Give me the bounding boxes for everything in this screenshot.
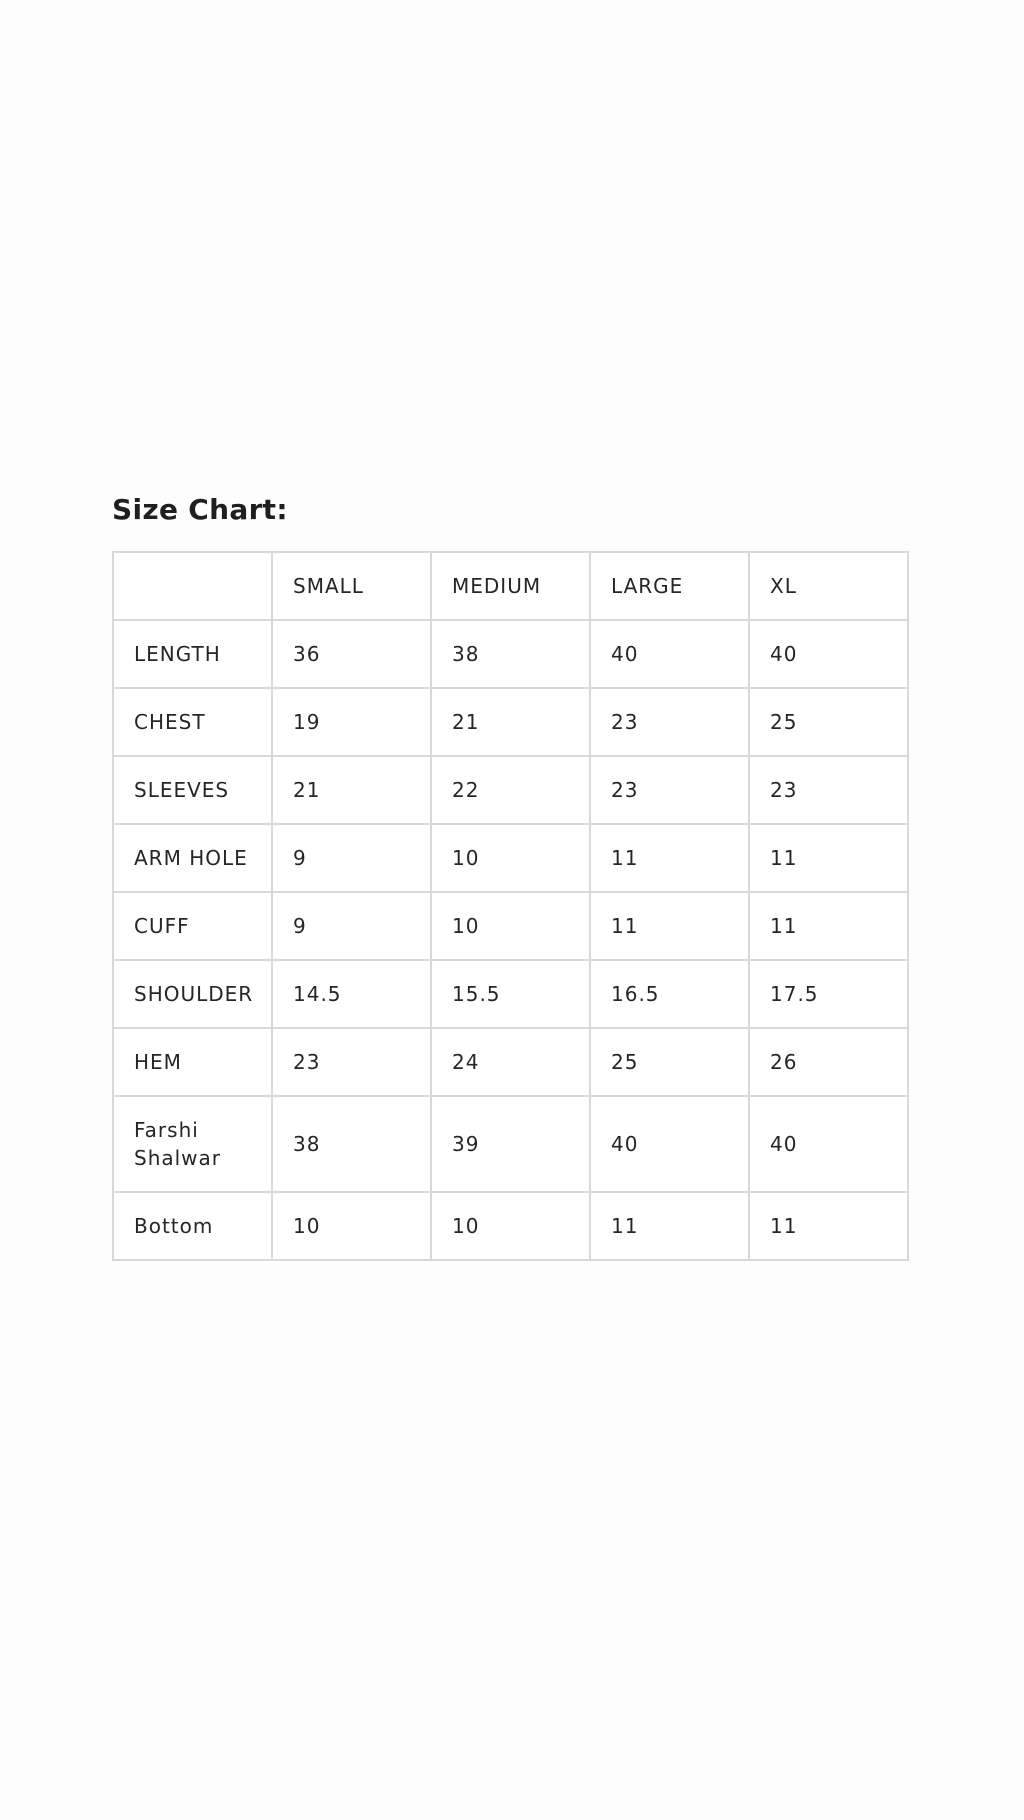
table-cell: 10 [431,824,590,892]
table-row-bottom [113,1192,908,1260]
table-cell: 21 [431,688,590,756]
row-label: CUFF [113,892,272,960]
row-label: Farshi Shalwar [113,1096,272,1192]
table-cell: 11 [749,892,908,960]
table-cell: 38 [272,1096,431,1192]
table-cell: 14.5 [272,960,431,1028]
table-row-farshi-shalwar [113,1096,908,1192]
table-cell: 10 [431,892,590,960]
table-row-length [113,620,908,688]
row-label: CHEST [113,688,272,756]
table-header-row [113,552,908,620]
header-cell-xl: XL [749,552,908,620]
table-cell: 23 [272,1028,431,1096]
header-cell-medium: MEDIUM [431,552,590,620]
table-cell: 11 [590,892,749,960]
table-cell: 23 [590,688,749,756]
table-row-hem [113,1028,908,1096]
row-label: Bottom [113,1192,272,1260]
table-cell: 19 [272,688,431,756]
page-title: Size Chart: [112,493,288,526]
table-row-shoulder [113,960,908,1028]
table-cell: 9 [272,892,431,960]
table-cell: 11 [590,824,749,892]
header-cell-empty [113,552,272,620]
table-cell: 11 [590,1192,749,1260]
row-label: HEM [113,1028,272,1096]
row-label: ARM HOLE [113,824,272,892]
table-row-chest [113,688,908,756]
table-cell: 40 [749,620,908,688]
table-cell: 23 [590,756,749,824]
table-cell: 11 [749,1192,908,1260]
row-label: SHOULDER [113,960,272,1028]
table-cell: 17.5 [749,960,908,1028]
table-cell: 36 [272,620,431,688]
table-cell: 38 [431,620,590,688]
table-row-arm-hole [113,824,908,892]
table-cell: 21 [272,756,431,824]
table-cell: 40 [590,1096,749,1192]
header-cell-small: SMALL [272,552,431,620]
table-row-sleeves [113,756,908,824]
table-cell: 10 [431,1192,590,1260]
table-cell: 15.5 [431,960,590,1028]
header-cell-large: LARGE [590,552,749,620]
row-label: SLEEVES [113,756,272,824]
row-label: LENGTH [113,620,272,688]
table-row-cuff [113,892,908,960]
table-cell: 9 [272,824,431,892]
table-cell: 10 [272,1192,431,1260]
table-cell: 26 [749,1028,908,1096]
size-chart-table [112,551,909,1261]
table-cell: 24 [431,1028,590,1096]
table-cell: 39 [431,1096,590,1192]
table-cell: 11 [749,824,908,892]
table-cell: 25 [590,1028,749,1096]
table-cell: 25 [749,688,908,756]
table-cell: 22 [431,756,590,824]
table-cell: 40 [749,1096,908,1192]
table-cell: 16.5 [590,960,749,1028]
table-cell: 23 [749,756,908,824]
table-cell: 40 [590,620,749,688]
